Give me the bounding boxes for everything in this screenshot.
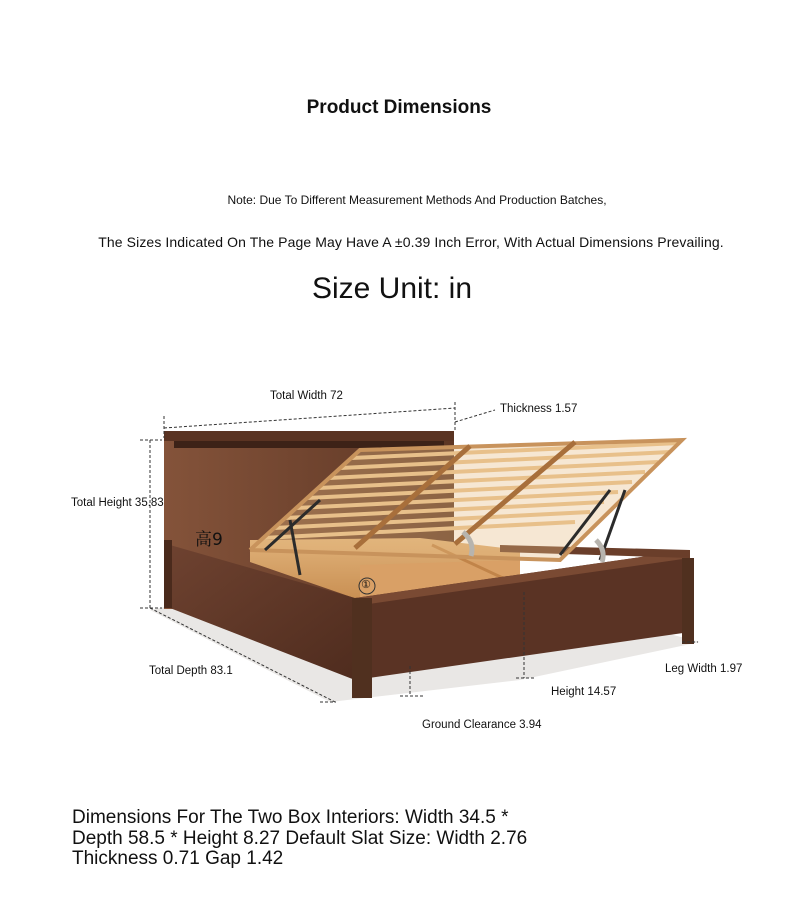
ground-clearance-label: Ground Clearance 3.94 (422, 719, 542, 731)
inner-height-marker: 高9 (195, 530, 223, 550)
total-height-label: Total Height 35.83 (71, 497, 164, 509)
total-depth-label: Total Depth 83.1 (149, 665, 233, 677)
storage-bed-illustration (0, 380, 790, 740)
thickness-label: Thickness 1.57 (500, 403, 578, 415)
bed-dimension-diagram (0, 380, 790, 740)
page-title: Product Dimensions (306, 97, 492, 118)
compartment-marker-label: ① (361, 579, 371, 591)
leg-width-label: Leg Width 1.97 (665, 663, 743, 675)
leg-head (164, 540, 172, 608)
size-unit-heading: Size Unit: in (311, 272, 473, 305)
measurement-note-line-1: Note: Due To Different Measurement Methods And Production Batches, (227, 193, 607, 207)
total-width-label: Total Width 72 (270, 390, 343, 402)
leg-front-left (352, 598, 372, 698)
headboard-top-rail (164, 431, 454, 441)
measurement-note-line-2: The Sizes Indicated On The Page May Have A ±0.39 Inch Error, With Actual Dimensions Prevailing. (98, 234, 724, 250)
leg-front-right (682, 558, 694, 644)
interior-dimensions-text: Dimensions For The Two Box Interiors: Width 34.5 * Depth 58.5 * Height 8.27 Default Slat Size: Width 2.76 Thickness 0.71 Gap 1.42 (72, 807, 528, 869)
height-label: Height 14.57 (551, 686, 617, 698)
